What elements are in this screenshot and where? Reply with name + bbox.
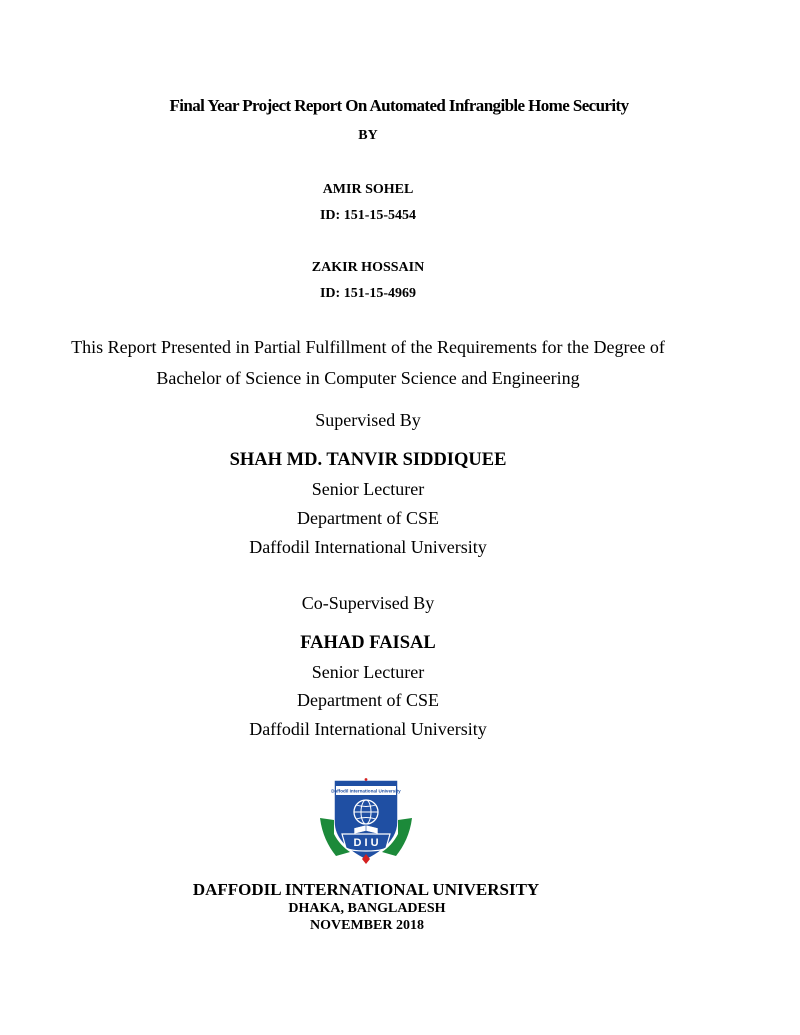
co-supervisor-university: Daffodil International University xyxy=(249,719,487,739)
logo-banner-text: Daffodil International University xyxy=(331,788,401,794)
author-2-name: ZAKIR HOSSAIN xyxy=(311,260,425,275)
co-supervised-by-label: Co-Supervised By xyxy=(301,593,435,613)
co-supervisor-name: FAHAD FAISAL xyxy=(300,633,436,653)
author-1-name: AMIR SOHEL xyxy=(322,182,414,197)
supervisor-designation: Senior Lecturer xyxy=(311,479,425,499)
supervisor-department: Department of CSE xyxy=(297,508,439,528)
supervisor-university: Daffodil International University xyxy=(249,537,487,557)
report-title: Final Year Project Report On Automated Infrangible Home Security xyxy=(169,96,629,115)
co-supervisor-department: Department of CSE xyxy=(297,690,439,710)
degree-statement-line-2: Bachelor of Science in Computer Science and Engineering xyxy=(156,368,580,388)
co-supervisor-designation: Senior Lecturer xyxy=(311,662,425,682)
university-logo-icon xyxy=(316,776,416,866)
degree-statement-line-1: This Report Presented in Partial Fulfillment of the Requirements for the Degree of xyxy=(71,337,665,357)
by-label: BY xyxy=(358,128,378,143)
author-1-id: ID: 151-15-5454 xyxy=(319,208,417,223)
university-name: DAFFODIL INTERNATIONAL UNIVERSITY xyxy=(192,880,540,899)
supervised-by-label: Supervised By xyxy=(315,410,421,430)
report-date: NOVEMBER 2018 xyxy=(310,918,424,933)
supervisor-name: SHAH MD. TANVIR SIDDIQUEE xyxy=(229,450,507,470)
logo-letters: D I U xyxy=(353,837,379,849)
university-location: DHAKA, BANGLADESH xyxy=(288,901,446,916)
author-2-id: ID: 151-15-4969 xyxy=(319,286,417,301)
